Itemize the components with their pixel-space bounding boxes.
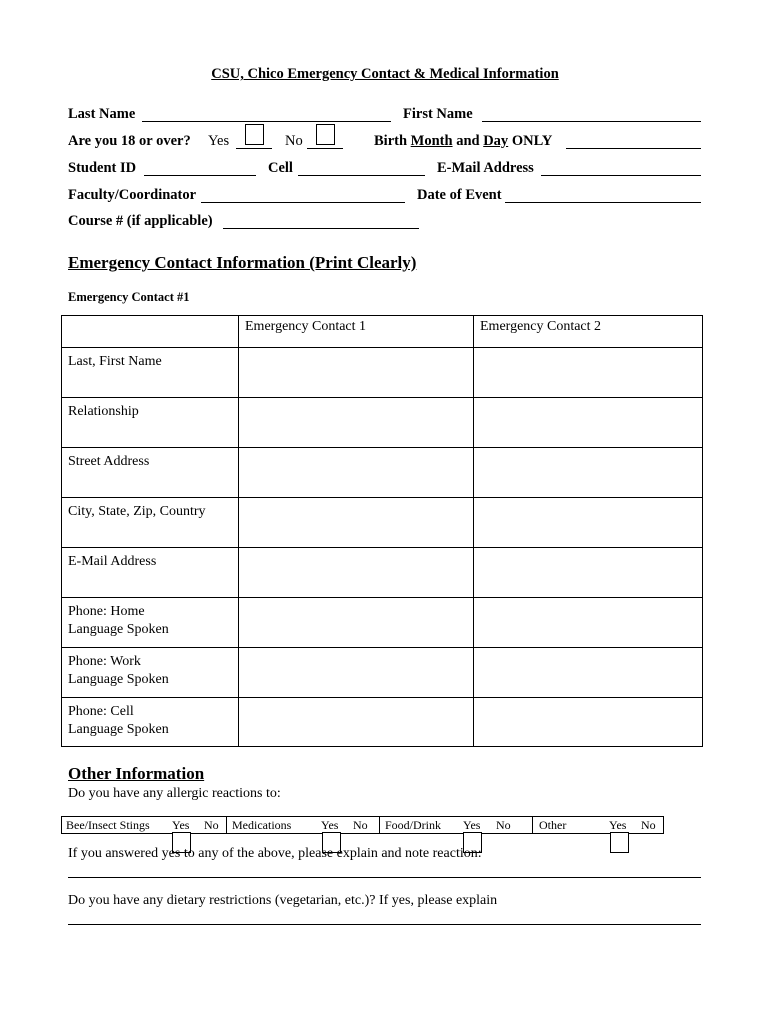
table-row [62, 548, 703, 598]
emergency-contact-table [61, 315, 703, 747]
age-yes-checkbox[interactable] [245, 124, 264, 145]
divider [532, 817, 533, 833]
row-label-line1: Relationship [68, 404, 139, 419]
row-label-line1: City, State, Zip, Country [68, 504, 206, 519]
birth-and: and [456, 133, 480, 149]
allergy-other-yes[interactable]: Yes [609, 818, 627, 832]
row-label-line2: Language Spoken [68, 672, 169, 687]
birth-month: Month [410, 133, 453, 149]
birth-day: Day [483, 133, 509, 149]
row-label-line1: Street Address [68, 454, 150, 469]
allergy-other-label: Other [539, 818, 567, 832]
contact-1-relationship-cell[interactable] [239, 398, 474, 448]
row-label-line1: Last, First Name [68, 354, 162, 369]
email-field[interactable] [541, 175, 701, 176]
dietary-field[interactable] [68, 924, 701, 925]
contact-1-name-cell[interactable] [239, 348, 474, 398]
allergy-bee-yes[interactable]: Yes [172, 818, 190, 832]
student-id-label: Student ID [68, 160, 137, 176]
contact-2-phone-work-cell[interactable] [474, 648, 703, 698]
allergy-medications-label: Medications [232, 818, 292, 832]
row-label-line2: Language Spoken [68, 722, 169, 737]
allergy-question: Do you have any allergic reactions to: [68, 786, 281, 801]
allergy-medications-yes[interactable]: Yes [321, 818, 339, 832]
other-info-heading: Other Information [68, 764, 205, 783]
allergy-other-no[interactable]: No [641, 818, 656, 832]
allergy-food-no[interactable]: No [496, 818, 511, 832]
divider [379, 817, 380, 833]
first-name-label: First Name [403, 106, 473, 122]
age-question: Are you 18 or over? [68, 133, 191, 149]
contact-2-relationship-cell[interactable] [474, 398, 703, 448]
allergy-bee-label: Bee/Insect Stings [66, 818, 150, 832]
allergy-other-checkbox[interactable] [610, 832, 629, 853]
email-label: E-Mail Address [437, 160, 534, 176]
form-title: CSU, Chico Emergency Contact & Medical Information [211, 66, 559, 82]
allergy-food-label: Food/Drink [385, 818, 442, 832]
contact-2-phone-cell-cell[interactable] [474, 698, 703, 747]
row-label-line2: Language Spoken [68, 622, 169, 637]
cell-field[interactable] [298, 175, 425, 176]
table-row [62, 348, 703, 398]
row-label [62, 448, 239, 498]
age-no-checkbox[interactable] [316, 124, 335, 145]
row-label [62, 348, 239, 398]
allergy-options-row [61, 816, 664, 834]
contact-1-city-cell[interactable] [239, 498, 474, 548]
age-no-line [307, 148, 343, 149]
emergency-subheading: Emergency Contact #1 [68, 290, 190, 304]
explain-field[interactable] [68, 877, 701, 878]
row-label [62, 398, 239, 448]
contact-1-phone-home-cell[interactable] [239, 598, 474, 648]
faculty-label: Faculty/Coordinator [68, 187, 197, 203]
allergy-medications-no[interactable]: No [353, 818, 368, 832]
last-name-label: Last Name [68, 106, 136, 122]
allergy-bee-no[interactable]: No [204, 818, 219, 832]
row-label-line1: Phone: Cell [68, 704, 134, 719]
contact-2-phone-home-cell[interactable] [474, 598, 703, 648]
cell-label: Cell [268, 160, 293, 176]
table-row [62, 648, 703, 698]
course-label: Course # (if applicable) [68, 213, 213, 229]
contact-2-city-cell[interactable] [474, 498, 703, 548]
table-row [62, 498, 703, 548]
birth-prefix: Birth [374, 133, 408, 149]
col-header-contact-1: Emergency Contact 1 [239, 316, 474, 348]
row-label [62, 598, 239, 648]
table-header-row [62, 316, 703, 348]
date-event-label: Date of Event [417, 187, 502, 203]
table-header-blank [62, 316, 239, 348]
row-label-line1: E-Mail Address [68, 554, 157, 569]
col-header-contact-2: Emergency Contact 2 [474, 316, 703, 348]
explain-prompt: If you answered yes to any of the above, please explain and note reaction: [68, 846, 482, 861]
date-event-field[interactable] [505, 202, 701, 203]
divider [226, 817, 227, 833]
row-label [62, 648, 239, 698]
last-name-field[interactable] [142, 121, 391, 122]
allergy-food-yes[interactable]: Yes [463, 818, 481, 832]
dietary-prompt: Do you have any dietary restrictions (vegetarian, etc.)? If yes, please explain [68, 893, 498, 908]
faculty-field[interactable] [201, 202, 405, 203]
table-row [62, 448, 703, 498]
birth-field[interactable] [566, 148, 701, 149]
table-row [62, 398, 703, 448]
contact-1-phone-work-cell[interactable] [239, 648, 474, 698]
emergency-heading: Emergency Contact Information (Print Clearly) [68, 253, 417, 272]
age-no-label: No [285, 133, 303, 149]
age-yes-label: Yes [208, 133, 230, 149]
contact-2-email-cell[interactable] [474, 548, 703, 598]
row-label-line1: Phone: Home [68, 604, 145, 619]
contact-2-name-cell[interactable] [474, 348, 703, 398]
course-field[interactable] [223, 228, 419, 229]
birth-only: ONLY [511, 133, 553, 149]
table-row [62, 598, 703, 648]
row-label-line1: Phone: Work [68, 654, 141, 669]
age-yes-line [236, 148, 272, 149]
contact-2-street-cell[interactable] [474, 448, 703, 498]
first-name-field[interactable] [482, 121, 701, 122]
row-label [62, 548, 239, 598]
contact-1-street-cell[interactable] [239, 448, 474, 498]
student-id-field[interactable] [144, 175, 256, 176]
table-row [62, 698, 703, 747]
row-label [62, 698, 239, 747]
contact-1-phone-cell-cell[interactable] [239, 698, 474, 747]
birth-label [374, 133, 552, 150]
row-label [62, 498, 239, 548]
contact-1-email-cell[interactable] [239, 548, 474, 598]
